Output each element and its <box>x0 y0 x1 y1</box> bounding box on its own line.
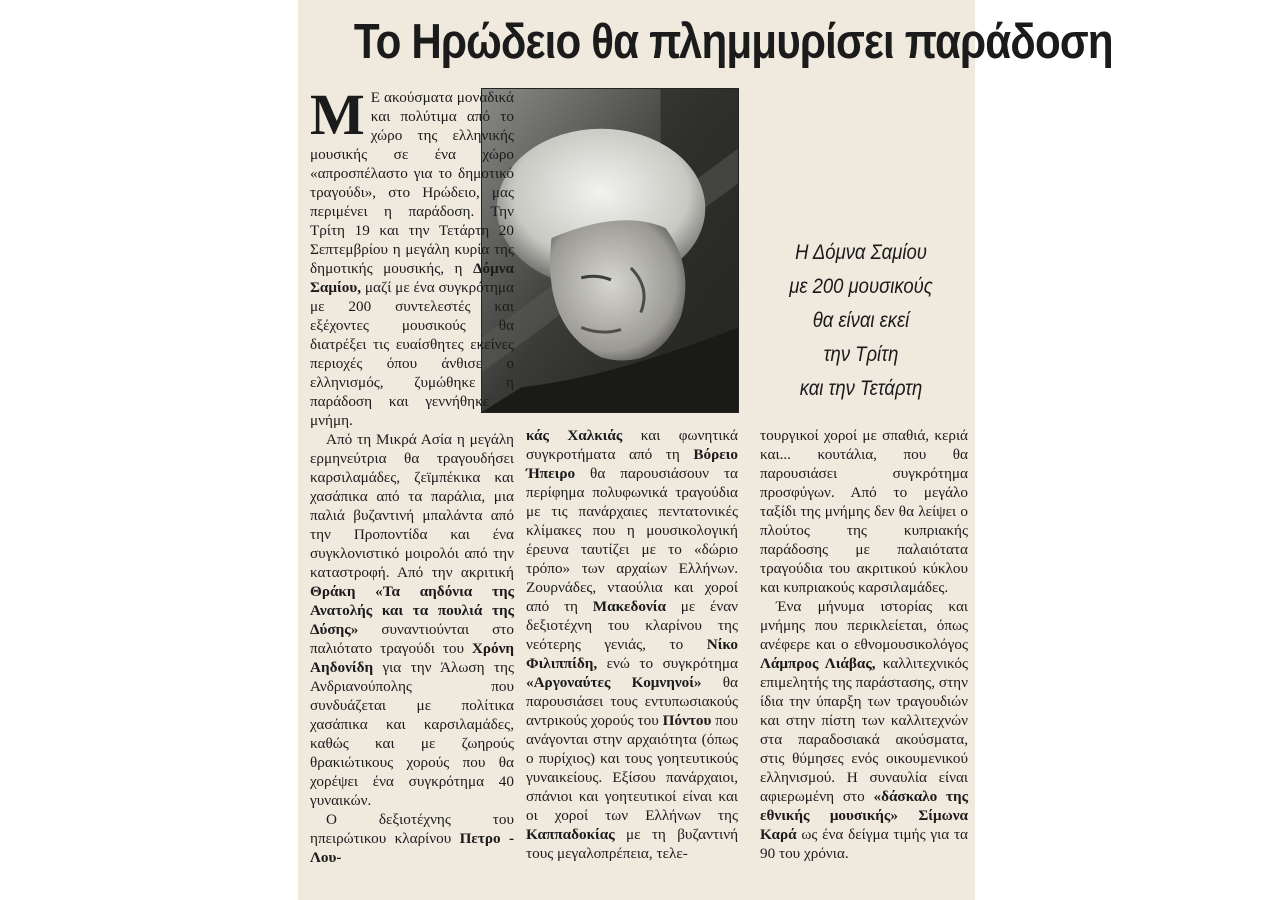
caption-line: με 200 μουσικούς <box>789 275 933 298</box>
paragraph: Ένα μήνυμα ιστορίας και μνήμης που περικλείεται, όπως ανέφερε και ο εθνομουσικολόγος Λάμπρος Λιάβας, καλλιτεχνικός επιμελητής της παράστασης, στην ίδια την ύπαρξη των τραγουδιών και στην πίστη των καλλιτεχνών στα παραδοσιακά ακούσματα, στις θύμησες ενός οικουμενικού ελληνισμού. Η συναυλία είναι αφιερωμένη στο «δάσκαλο της εθνικής μουσικής» Σίμωνα Καρά ως ένα δείγμα τιμής για τα 90 του χρόνια. <box>760 598 969 862</box>
paragraph: τουργικοί χοροί με σπαθιά, κεριά και... κουτάλια, που θα παρουσιάσει συγκρότημα προσφύγων. Από το μεγάλο ταξίδι της μνήμης δεν θα λείψει ο πλούτος της κυπριακής παράδοσης με παλαιότατα τραγούδια του ακριτικού κύκλου και κυπριακούς καρσιλαμάδες. <box>760 427 968 596</box>
caption-line: την Τρίτη <box>823 343 899 366</box>
drop-cap: Μ <box>310 82 365 147</box>
caption-line: Η Δόμνα Σαμίου <box>795 241 927 264</box>
photo-caption <box>769 236 954 406</box>
portrait-photo <box>481 88 739 413</box>
portrait-image <box>482 89 738 412</box>
article-column-2 <box>526 426 738 896</box>
headline: Το Ηρώδειο θα πλημμυρίσει παράδοση <box>353 15 1113 69</box>
caption-line: και την Τετάρτη <box>799 377 923 400</box>
article-column-3 <box>760 426 968 896</box>
paragraph: Μ Ε ακούσματα μοναδικά και πολύτιμα από το χώρο της ελληνικής μουσικής σε ένα χώρο «απροσπέλαστο για το δημοτικό τραγούδι», στο Ηρώδειο, μας περιμένει η παράδοση. Την Τρίτη 19 και την Τετάρτη 20 Σεπτεμβρίου η μεγάλη κυρία της δημοτικής μουσικής, η Δόμνα Σαμίου, μαζί με ένα συγκρότημα με 200 συντελεστές και εξέχοντες μουσικούς θα διατρέξει τις ευαίσθητες εκείνες περιοχές όπου άνθισε ο ελληνισμός, ζυμώθηκε η παράδοση και γεννήθηκε η μνήμη. <box>310 82 515 429</box>
caption-line: θα είναι εκεί <box>812 309 910 332</box>
paragraph: κάς Χαλκιάς και φωνητικά συγκροτήματα από τη Βόρειο Ήπειρο θα παρουσιάσουν τα περίφημα πολυφωνικά τραγούδια με τις πανάρχαιες πεντατονικές κλίμακες που η μουσικολογική έρευνα ταυτίζει με το «δώριο τρόπο» των αρχαίων Ελλήνων. Ζουρνάδες, νταούλια και χοροί από τη Μακεδονία με έναν δεξιοτέχνη του κλαρίνου της νεότερης γενιάς, το Νίκο Φιλιππίδη, ενώ το συγκρότημα «Αργοναύτες Κομνηνοί» θα παρουσιάσει τους εντυπωσιακούς αντρικούς χορούς του Πόντου που ανάγονται στην αρχαιότητα (όπως ο πυρίχιος) και τους γοητευτικούς γυναικείους. Εξίσου πανάρχαιοι, σπάνιοι και γοητευτικοί είναι και οι χοροί των Ελλήνων της Καππαδοκίας με τη βυζαντινή τους μεγαλοπρέπεια, τελε- <box>526 427 739 862</box>
newspaper-clipping <box>298 0 1113 900</box>
paragraph: Από τη Μικρά Ασία η μεγάλη ερμηνεύτρια θα τραγουδήσει καρσιλαμάδες, ζεϊμπέκικα και χασάπικα από τα παράλια, μια παλιά βυζαντινή μπαλάντα από την Προποντίδα και ένα συγκλονιστικό μοιρολόι από την καταστροφή. Από την ακριτική Θράκη «Τα αηδόνια της Ανατολής και τα πουλιά της Δύσης» συναντιούνται στο παλιότατο τραγούδι του Χρόνη Αηδονίδη για την Άλωση της Ανδριανούπολης που συνδυάζεται με πολίτικα χασάπικα και καρσιλαμάδες, καθώς και με ζωηρούς θρακιώτικους χορούς που θα χορέψει ένα συγκρότημα 40 γυναικών. <box>310 431 514 809</box>
article-column-1 <box>310 82 515 896</box>
paragraph: Ο δεξιοτέχνης του ηπειρώτικου κλαρίνου Πετρο - Λου- <box>310 811 514 866</box>
